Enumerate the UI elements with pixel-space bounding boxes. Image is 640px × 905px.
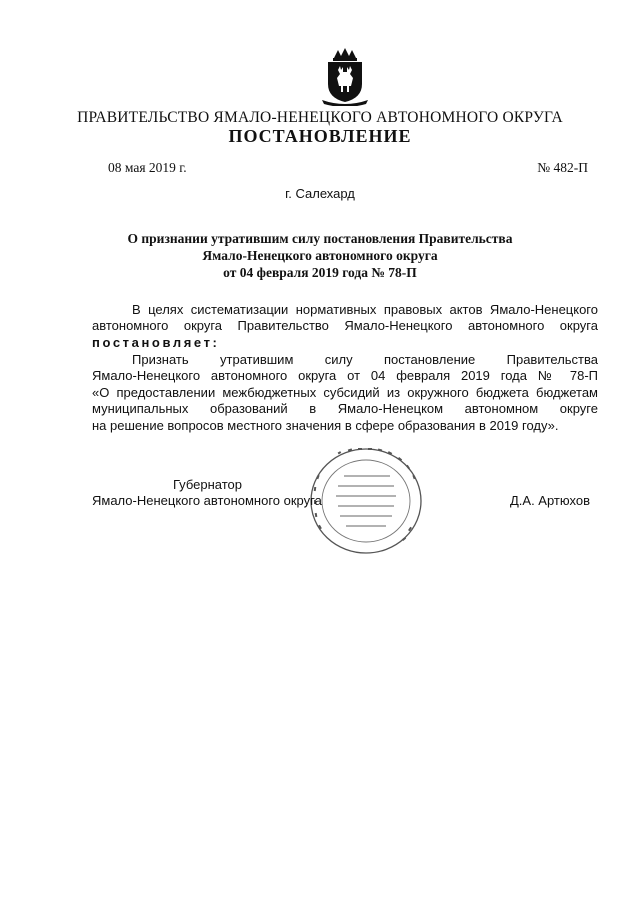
paragraph-line: муниципальных образований в Ямало-Ненецком автономном округе (92, 401, 598, 417)
document-number: № 482-П (537, 160, 588, 175)
paragraph-line: на решение вопросов местного значения в сфере образования в 2019 году». (92, 417, 559, 433)
signatory-position-line1: Губернатор (173, 477, 242, 492)
paragraph-line: автономного округа Правительство Ямало-Ненецкого автономного округа (92, 318, 598, 334)
official-seal-icon (308, 446, 424, 556)
paragraph-line: «О предоставлении межбюджетных субсидий из окружного бюджета бюджетам (92, 384, 598, 400)
government-title: ПРАВИТЕЛЬСТВО ЯМАЛО-НЕНЕЦКОГО АВТОНОМНОГО ОКРУГА (77, 109, 563, 126)
subject-line: Ямало-Ненецкого автономного округа (202, 248, 438, 263)
paragraph-line: Ямало-Ненецкого автономного округа от 04 февраля 2019 года № 78-П (92, 368, 598, 384)
document-city: г. Салехард (285, 186, 355, 201)
body-paragraph-resolution (92, 352, 598, 434)
body-paragraph-preamble (92, 302, 598, 351)
signatory-position-line2: Ямало-Ненецкого автономного округа (92, 493, 322, 508)
paragraph-line: В целях систематизации нормативных правовых актов Ямало-Ненецкого (132, 302, 598, 317)
resolution-keyword: постановляет: (92, 334, 220, 350)
document-type: ПОСТАНОВЛЕНИЕ (228, 126, 412, 146)
subject-line: от 04 февраля 2019 года № 78-П (223, 265, 417, 280)
paragraph-line: Признать утратившим силу постановление Правительства (132, 352, 598, 367)
document-date: 08 мая 2019 г. (108, 160, 187, 175)
signatory-name: Д.А. Артюхов (510, 493, 590, 508)
coat-of-arms-icon (320, 48, 370, 106)
document-subject (0, 230, 640, 281)
subject-line: О признании утратившим силу постановления Правительства (127, 231, 513, 246)
